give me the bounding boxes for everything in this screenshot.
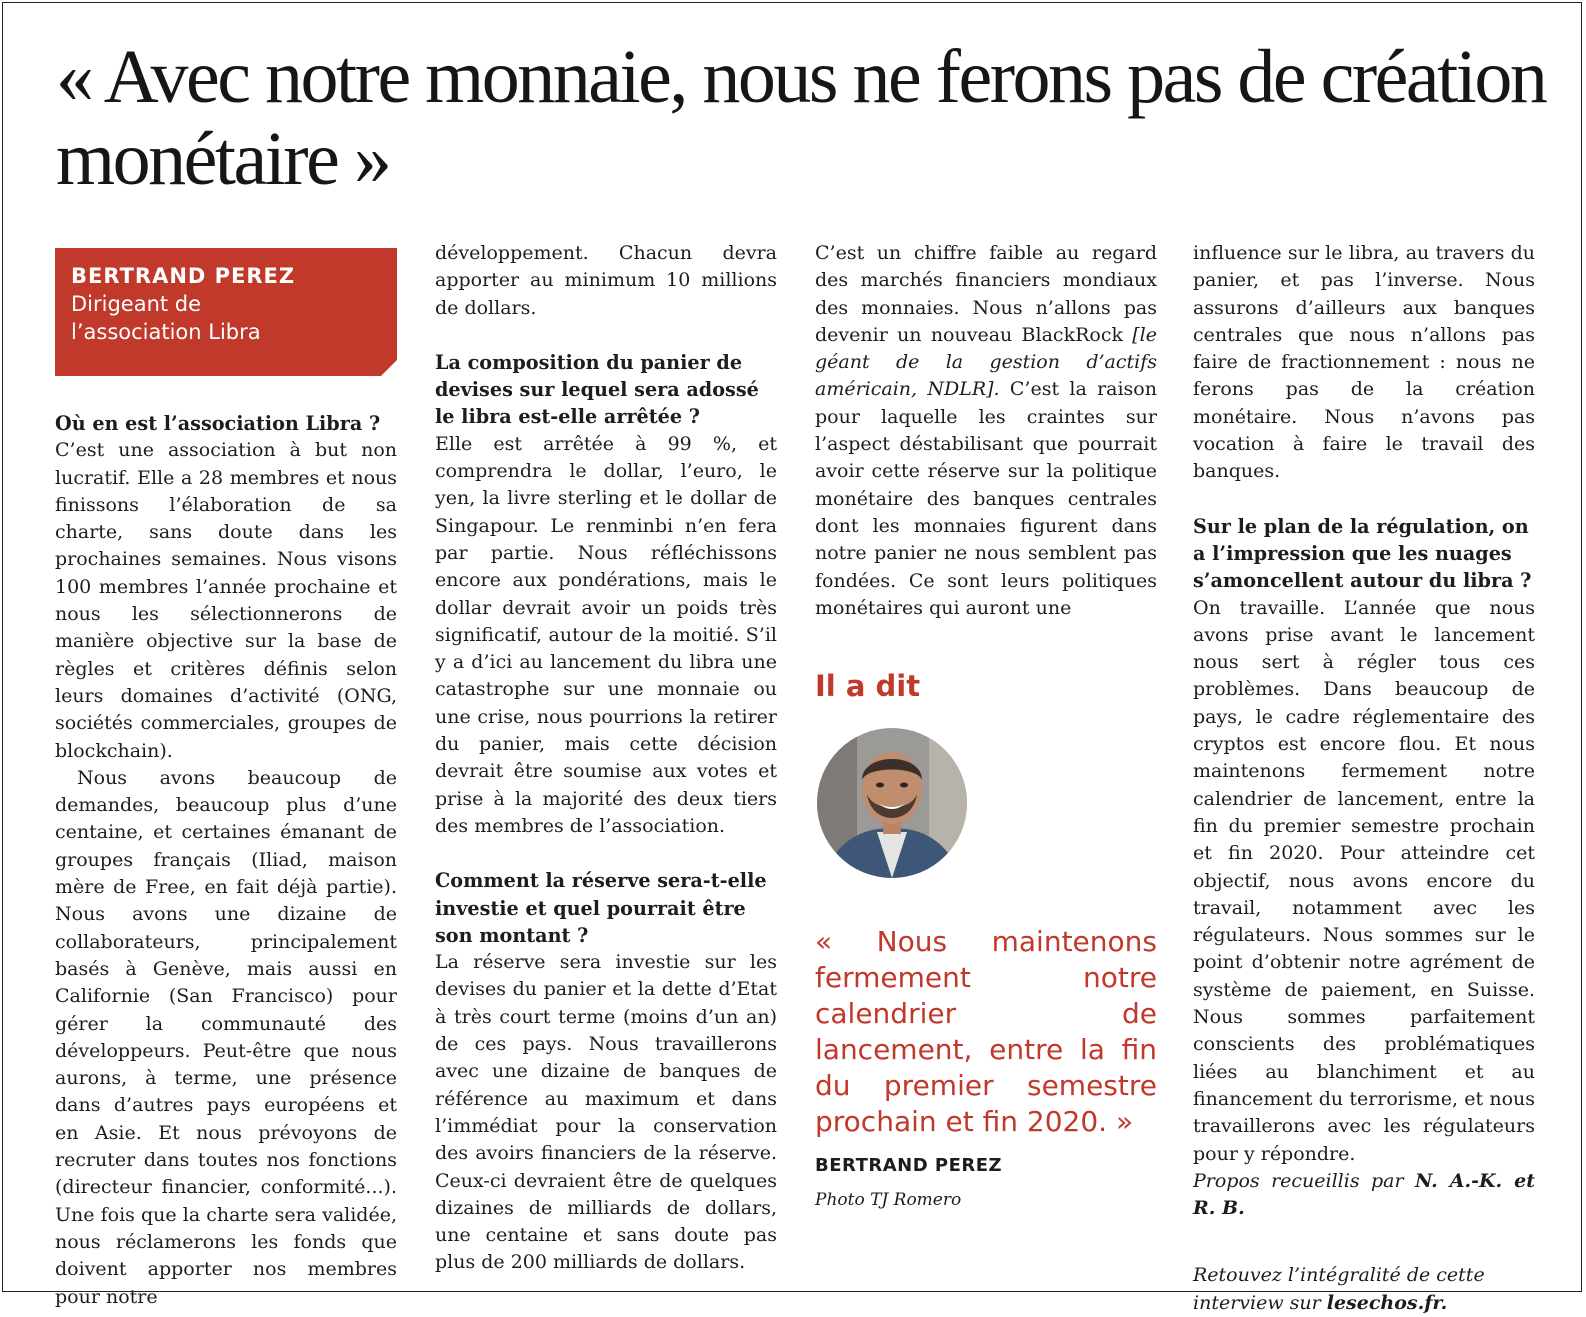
il-a-dit-heading: Il a dit (815, 669, 921, 704)
spacer (1193, 486, 1535, 513)
continued-text: développement. Chacun devra apporter au minimum 10 millions de dollars. (435, 242, 777, 319)
headline: « Avec notre monnaie, nous ne ferons pas de création monétaire » (56, 35, 1546, 201)
spacer (435, 840, 777, 867)
portrait-photo (817, 728, 967, 878)
question-3: Comment la réserve sera-t-elle investie et quel pourrait être son montant ? (435, 869, 767, 947)
author-role-line1: Dirigeant de (71, 292, 202, 316)
signoff-names: N. A.-K. et R. B. (1193, 1169, 1535, 1220)
answer-3-text-after: C’est la raison pour laquelle les craintes sur l’aspect déstabilisant que pourrait avoir cette réserve sur la politique monétaire des banques centrales dont les monnaies figurent dans notre panier ne nous semblent pas fondées. Ce sont leurs politiques monétaires qui auront une (815, 378, 1157, 619)
quote-author: BERTRAND PEREZ (815, 1155, 1003, 1177)
badge-corner-notch (381, 360, 397, 376)
answer-3-continued (815, 240, 1157, 622)
interview-signoff (1193, 1168, 1535, 1223)
column-1 (55, 240, 397, 1311)
question-4: Sur le plan de la régulation, on a l’impression que les nuages s’amoncellent autour du libra ? (1193, 514, 1532, 593)
website-link[interactable]: lesechos.fr. (1326, 1291, 1448, 1314)
paragraph-2: Nous avons beaucoup de demandes, beaucoup plus d’une centaine, et certaines émanant de groupes français (Iliad, maison mère de Free, en fait déjà partie). Nous avons une dizaine de collaborateurs, principalement basés à Genève, mais aussi en Californie (San Francisco) pour gérer la communauté des développeurs. Peut-être que nous aurons, à terme, une présence dans d’autres pays européens et en Asie. Et nous prévoyons de recruter dans toutes nos fonctions (directeur financier, conformité...). Une fois que la charte sera validée, nous réclamerons les fonds que doivent apporter nos membres pour notre (55, 766, 397, 1308)
signoff-prefix: Propos recueillis par (1193, 1169, 1415, 1192)
pull-quote: « Nous maintenons fermement notre calendrier de lancement, entre la fin du premier semestre prochain et fin 2020. » (815, 925, 1157, 1139)
answer-3-text-before: C’est un chiffre faible au regard des marchés financiers mondiaux des monnaies. Nous n’allons pas devenir un nouveau BlackRock (815, 242, 1157, 346)
author-name: BERTRAND PEREZ (71, 264, 296, 288)
question-1: Où en est l’association Libra ? (55, 412, 381, 435)
question-2: La composition du panier de devises sur lequel sera adossé le libra est-elle arrêtée ? (435, 350, 759, 429)
answer-2: Elle est arrêtée à 99 %, et comprendra le dollar, l’euro, le yen, la livre sterling et le dollar de Singapour. Le renminbi n’en fera par partie. Nous réfléchissons encore aux pondérations, mais le dollar devrait avoir un poids très significatif, autour de la moitié. S’il y a d’ici au lancement du libra une catastrophe sur une monnaie ou une crise, nous pourrions la retirer du panier, mais cette décision devrait être soumise aux votes et prise à la majorité des deux tiers des membres de l’association. (435, 432, 777, 837)
continued-text: influence sur le libra, au travers du panier, et pas l’inverse. Nous assurons d’ailleurs aux banques centrales que nous n’allons pas faire de fractionnement : nous ne ferons pas de la création monétaire. Nous n’avons pas vocation à faire le travail des banques. (1193, 242, 1535, 483)
answer-3: La réserve sera investie sur les devises du panier et la dette d’Etat à très court terme (moins d’un an) de ces pays. Nous travaillerons avec une dizaine de banques de référence au maximum et dans l’immédiat pour la conservation des avoirs financiers de la réserve. Ceux-ci devraient être de quelques dizaines de milliards de dollars, une centaine et sans doute pas plus de 200 milliards de dollars. (435, 951, 777, 1274)
more-online-text: Retouvez l’intégralité de cette interview sur (1193, 1264, 1485, 1314)
column-3 (815, 240, 1157, 1215)
photo-credit: Photo TJ Romero (815, 1190, 962, 1211)
spacer (435, 322, 777, 349)
column-2 (435, 240, 777, 1277)
portrait-illustration (817, 728, 967, 878)
editor-note: [le géant de la gestion d’actifs américain, NDLR]. (815, 323, 1157, 401)
answer-4: On travaille. L’année que nous avons prise avant le lancement nous sert à régler tous ces problèmes. Dans beaucoup de pays, le cadre réglementaire des cryptos est encore flou. Et nous maintenons fermement notre calendrier de lancement, entre la fin du premier semestre prochain et fin 2020. Pour atteindre cet objectif, nous avons encore du travail, notamment avec les régulateurs. Nous sommes sur le point d’obtenir notre agrément de système de paiement, en Suisse. Nous sommes parfaitement conscients des problématiques liées au blanchiment et au financement du terrorisme, et nous travaillerons avec les régulateurs pour y répondre. (1193, 596, 1535, 1165)
more-online (1193, 1262, 1535, 1317)
author-box (55, 248, 397, 376)
column-4 (1193, 240, 1535, 1317)
author-role-line2: l’association Libra (71, 320, 261, 344)
answer-1: C’est une association à but non lucratif. Elle a 28 membres et nous finissons l’élaboration de sa charte, sans doute dans les prochaines semaines. Nous visons 100 membres l’année prochaine et nous les sélectionnerons de manière objective sur la base de règles et critères définis selon leurs domaines d’activité (ONG, sociétés commerciales, groupes de blockchain). (55, 439, 397, 762)
